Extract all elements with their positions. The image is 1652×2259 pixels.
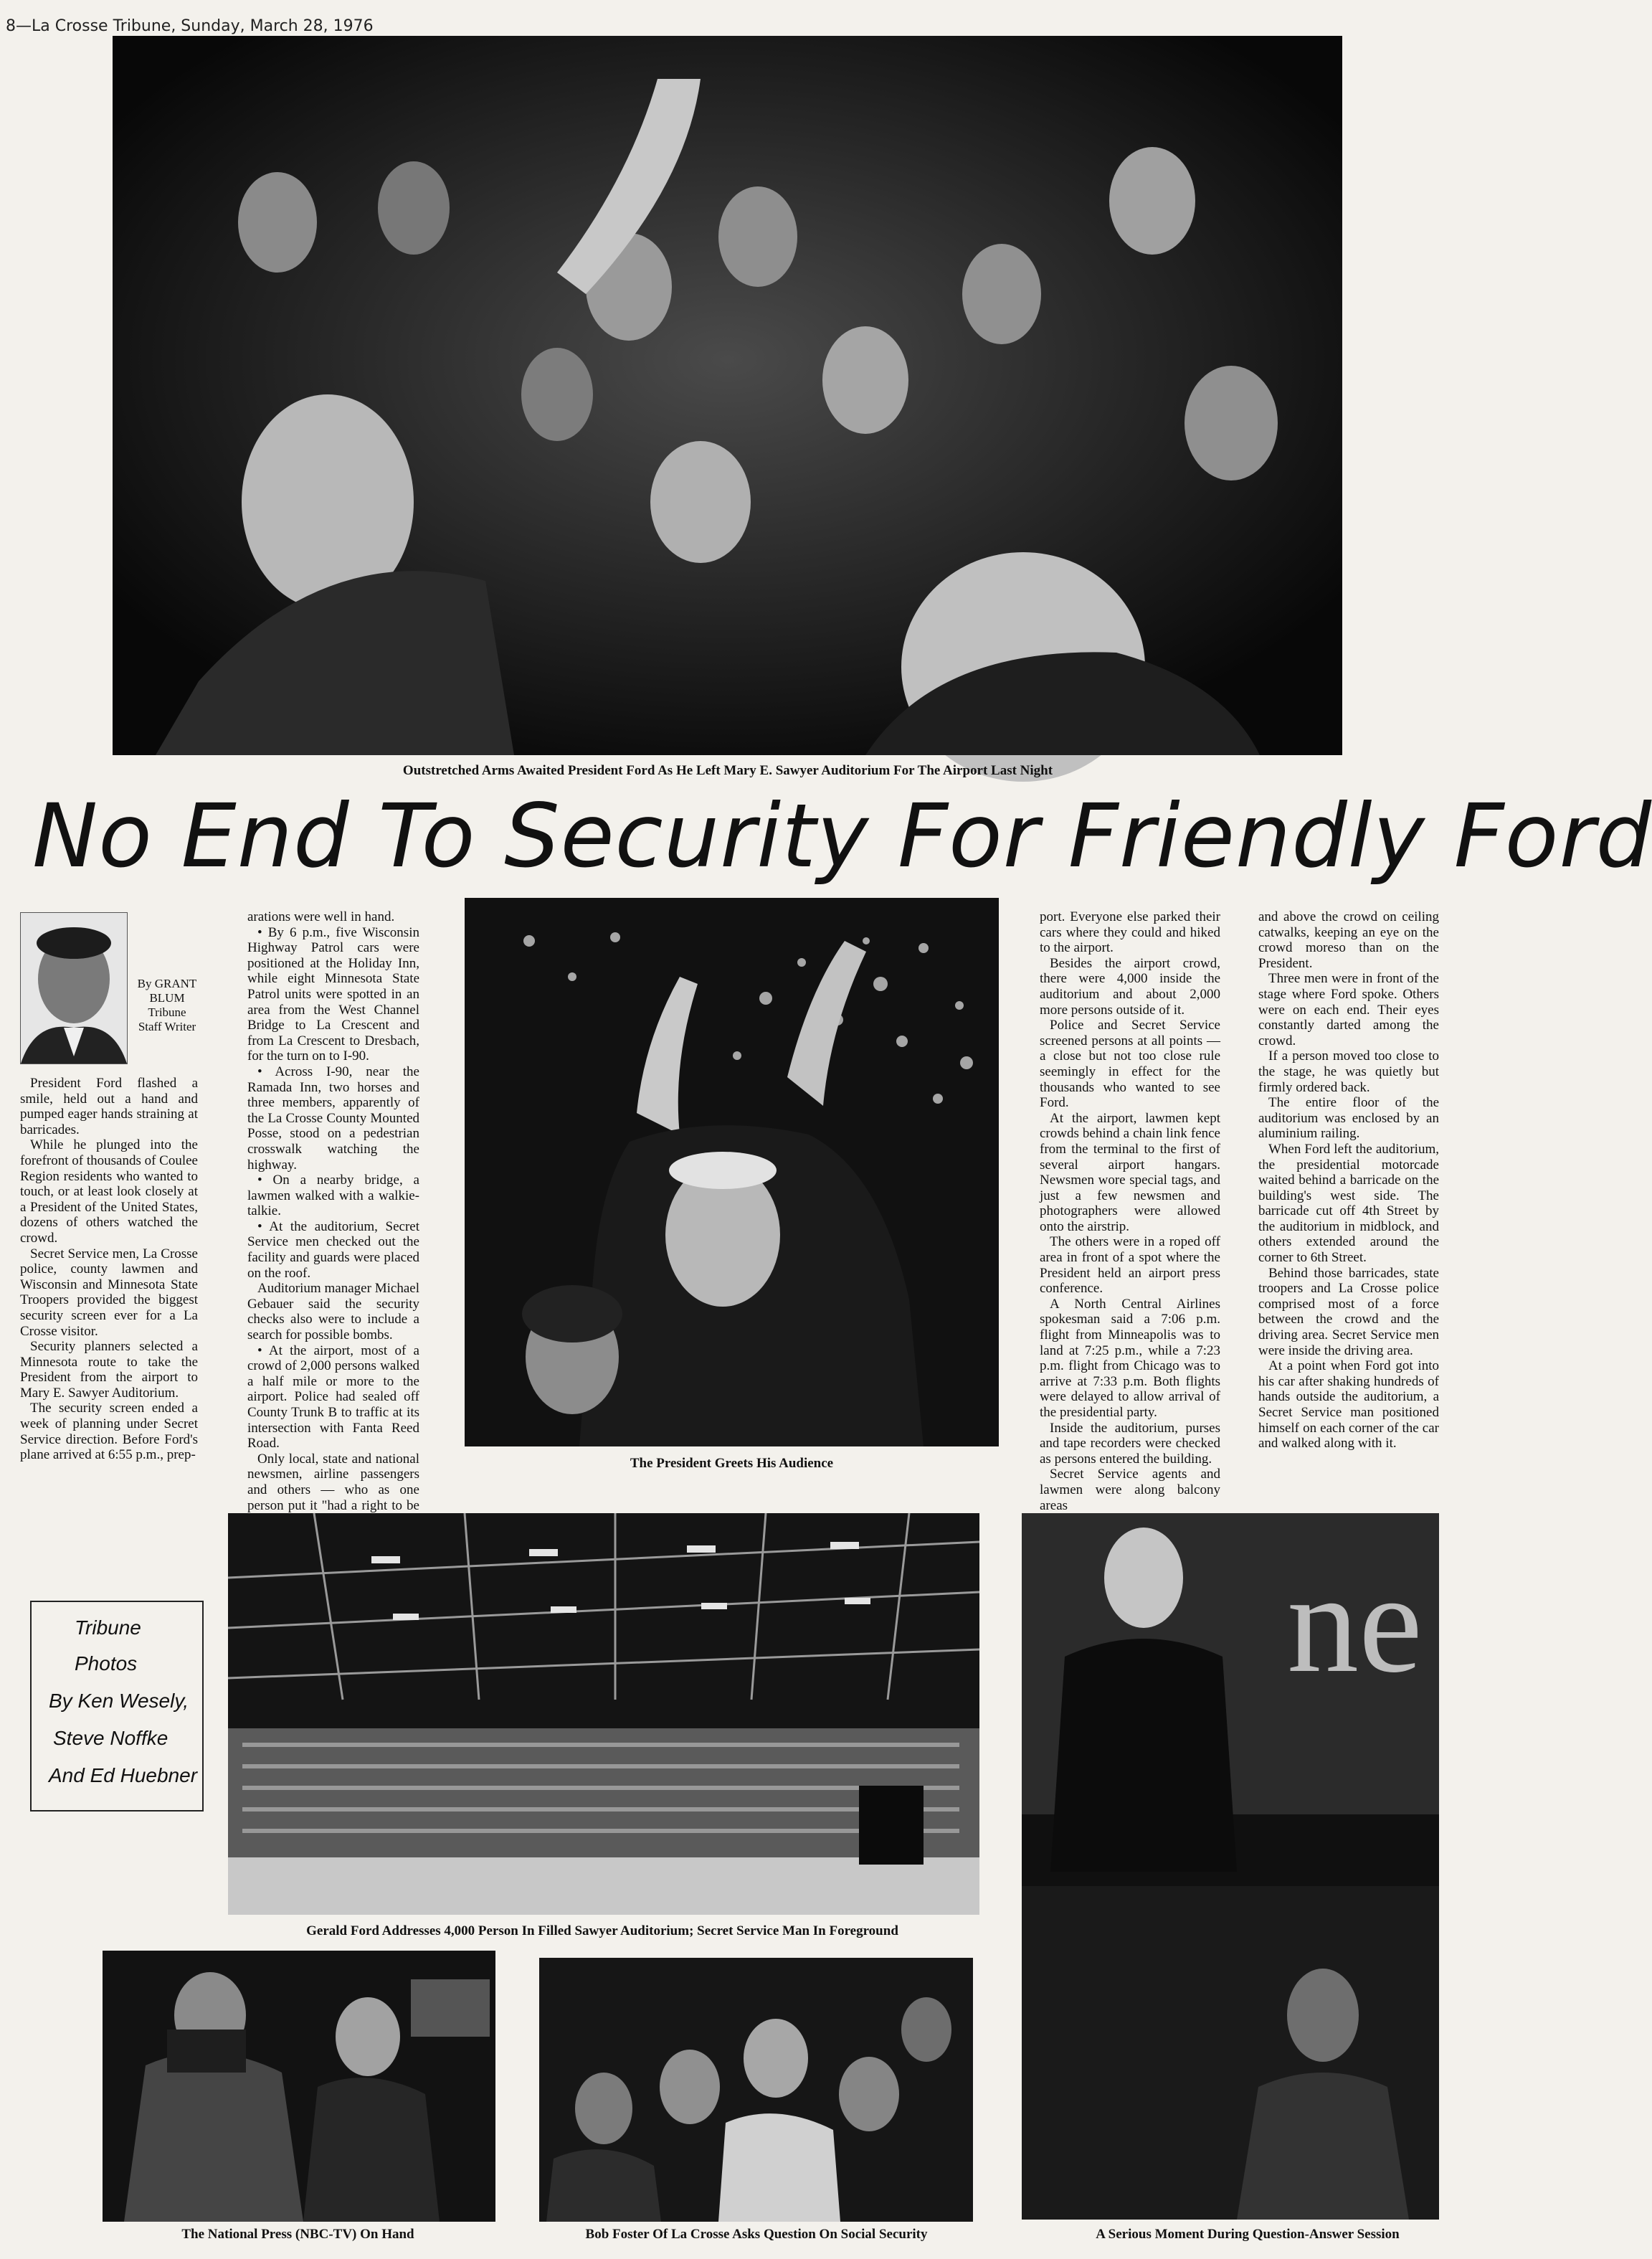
credit-line: Tribune [75, 1616, 141, 1639]
paragraph: Three men were in front of the stage where Ford spoke. Others were on each end. Their eyes constantly darted among the crowd. [1258, 971, 1439, 1048]
paragraph: Police and Secret Service screened persons at all points — a close but not too close rule seemingly in effect for the thousands who wanted to see Ford. [1040, 1018, 1220, 1111]
paragraph: The others were in a roped off area in front of a spot where the President held an airport press conference. [1040, 1234, 1220, 1297]
paragraph: A North Central Airlines spokesman said a 7:06 p.m. flight from Minneapolis was to land at 7:25 p.m., while a 7:23 p.m. flight from Chicago was to arrive at 7:33 p.m. Both flights were delayed to allow arrival of the presidential party. [1040, 1296, 1220, 1420]
paragraph: The entire floor of the auditorium was enclosed by an aluminium railing. [1258, 1095, 1439, 1142]
paragraph: Besides the airport crowd, there were 4,000 inside the auditorium and about 2,000 more persons outside of it. [1040, 955, 1220, 1018]
byline-line: Staff Writer [138, 1020, 196, 1033]
paragraph: • At the auditorium, Secret Service men checked out the facility and guards were placed on the roof. [247, 1218, 419, 1281]
article-column-3 [1040, 909, 1220, 1513]
crowd-photo [113, 36, 1342, 755]
article-column-1 [20, 1076, 198, 1463]
page-folio: 8—La Crosse Tribune, Sunday, March 28, 1976 [6, 17, 374, 35]
byline-line: BLUM [149, 991, 185, 1005]
paragraph: When Ford left the auditorium, the presidential motorcade waited behind a barricade on the building's west side. The barricade cut off 4th Street by the auditorium in midblock, and others extended around the corner to 6th Street. [1258, 1141, 1439, 1266]
article-column-2 [247, 909, 419, 1544]
auditorium-photo-caption: Gerald Ford Addresses 4,000 Person In Filled Sawyer Auditorium; Secret Service Man In Foreground [306, 1923, 898, 1938]
paragraph: and above the crowd on ceiling catwalks, keeping an eye on the crowd moreso than on the President. [1258, 909, 1439, 971]
paragraph: Inside the auditorium, purses and tape recorders were checked as persons entered the building. [1040, 1420, 1220, 1467]
paragraph: Security planners selected a Minnesota route to take the President from the airport to Mary E. Sawyer Auditorium. [20, 1339, 198, 1401]
paragraph: • On a nearby bridge, a lawmen walked with a walkie-talkie. [247, 1173, 419, 1219]
paragraph: Only local, state and national newsmen, airline passengers and others — who as one person put it "had a right to be [247, 1451, 419, 1513]
credit-line: Photos [75, 1652, 138, 1675]
paragraph: If a person moved too close to the stage, he was quietly but firmly ordered back. [1258, 1048, 1439, 1095]
paragraph: President Ford flashed a smile, held out a hand and pumped eager hands straining at barricades. [20, 1076, 198, 1137]
paragraph: port. Everyone else parked their cars where they could and hiked to the airport. [1040, 909, 1220, 956]
headline: No End To Security For Friendly Ford [32, 785, 1652, 887]
paragraph: Auditorium manager Michael Gebauer said the security checks also were to include a search for possible bombs. [247, 1281, 419, 1343]
paragraph: While he plunged into the forefront of thousands of Coulee Region residents who wanted to touch, or at least look closely at a President of the United States, dozens of others watched the crowd. [20, 1137, 198, 1246]
top-photo-caption: Outstretched Arms Awaited President Ford As He Left Mary E. Sawyer Auditorium For The Airport Last Night [402, 763, 1053, 778]
credit-line: By Ken Wesely, [49, 1690, 189, 1712]
banner-text: ne [1287, 1544, 1423, 1702]
paragraph: Behind those barricades, state troopers and La Crosse police comprised most of a force between the crowd and the driving area. Secret Service men were inside the driving area. [1258, 1265, 1439, 1358]
article-column-4 [1258, 909, 1439, 1451]
author-photo [20, 912, 128, 1064]
bob-foster-caption: Bob Foster Of La Crosse Asks Question On Social Security [585, 2227, 928, 2242]
byline-line: Tribune [148, 1005, 186, 1019]
auditorium-photo [228, 1513, 979, 1915]
paragraph: • At the airport, most of a crowd of 2,000 persons walked a half mile or more to the airport. Police had sealed off County Trunk B to traffic at its intersection with Fanta Reed Road. [247, 1342, 419, 1451]
paragraph: The security screen ended a week of planning under Secret Service direction. Before Ford's plane arrived at 6:55 p.m., prep- [20, 1401, 198, 1463]
credit-line: And Ed Huebner [49, 1764, 198, 1786]
president-waving-photo [465, 898, 999, 1446]
serious-moment-caption: A Serious Moment During Question-Answer Session [1096, 2227, 1400, 2242]
center-photo-caption: The President Greets His Audience [630, 1456, 834, 1471]
paragraph: At the airport, lawmen kept crowds behind a chain link fence from the terminal to the first of several airport hangars. Newsmen wore special tags, and just a few newsmen and photographers were allowed onto the airstrip. [1040, 1110, 1220, 1234]
paragraph: Secret Service men, La Crosse police, county lawmen and Wisconsin and Minnesota State Troopers provided the biggest security screen ever for a La Crosse visitor. [20, 1246, 198, 1339]
national-press-caption: The National Press (NBC-TV) On Hand [181, 2227, 414, 2242]
photo-credit-box [30, 1601, 204, 1812]
byline-line: By GRANT [137, 977, 197, 990]
national-press-photo [103, 1951, 495, 2222]
paragraph: At a point when Ford got into his car after shaking hundreds of hands outside the auditorium, a Secret Service man positioned himself on each corner of the car and walked along with it. [1258, 1358, 1439, 1451]
bob-foster-photo [539, 1958, 973, 2222]
paragraph: Secret Service agents and lawmen were along balcony areas [1040, 1467, 1220, 1513]
ford-podium-photo [1022, 1513, 1439, 2220]
paragraph: • Across I-90, near the Ramada Inn, two horses and three members, apparently of the La Crosse County Mounted Posse, stood on a pedestrian crosswalk watching the highway. [247, 1064, 419, 1173]
byline [128, 977, 206, 1034]
paragraph: arations were well in hand. [247, 909, 395, 924]
paragraph: • By 6 p.m., five Wisconsin Highway Patrol cars were positioned at the Holiday Inn, while eight Minnesota State Patrol units were spotted in an area from the West Channel Bridge to La Crescent and from La Crescent to Dresbach, for the turn on to I-90. [247, 924, 419, 1064]
credit-line: Steve Noffke [53, 1727, 168, 1749]
